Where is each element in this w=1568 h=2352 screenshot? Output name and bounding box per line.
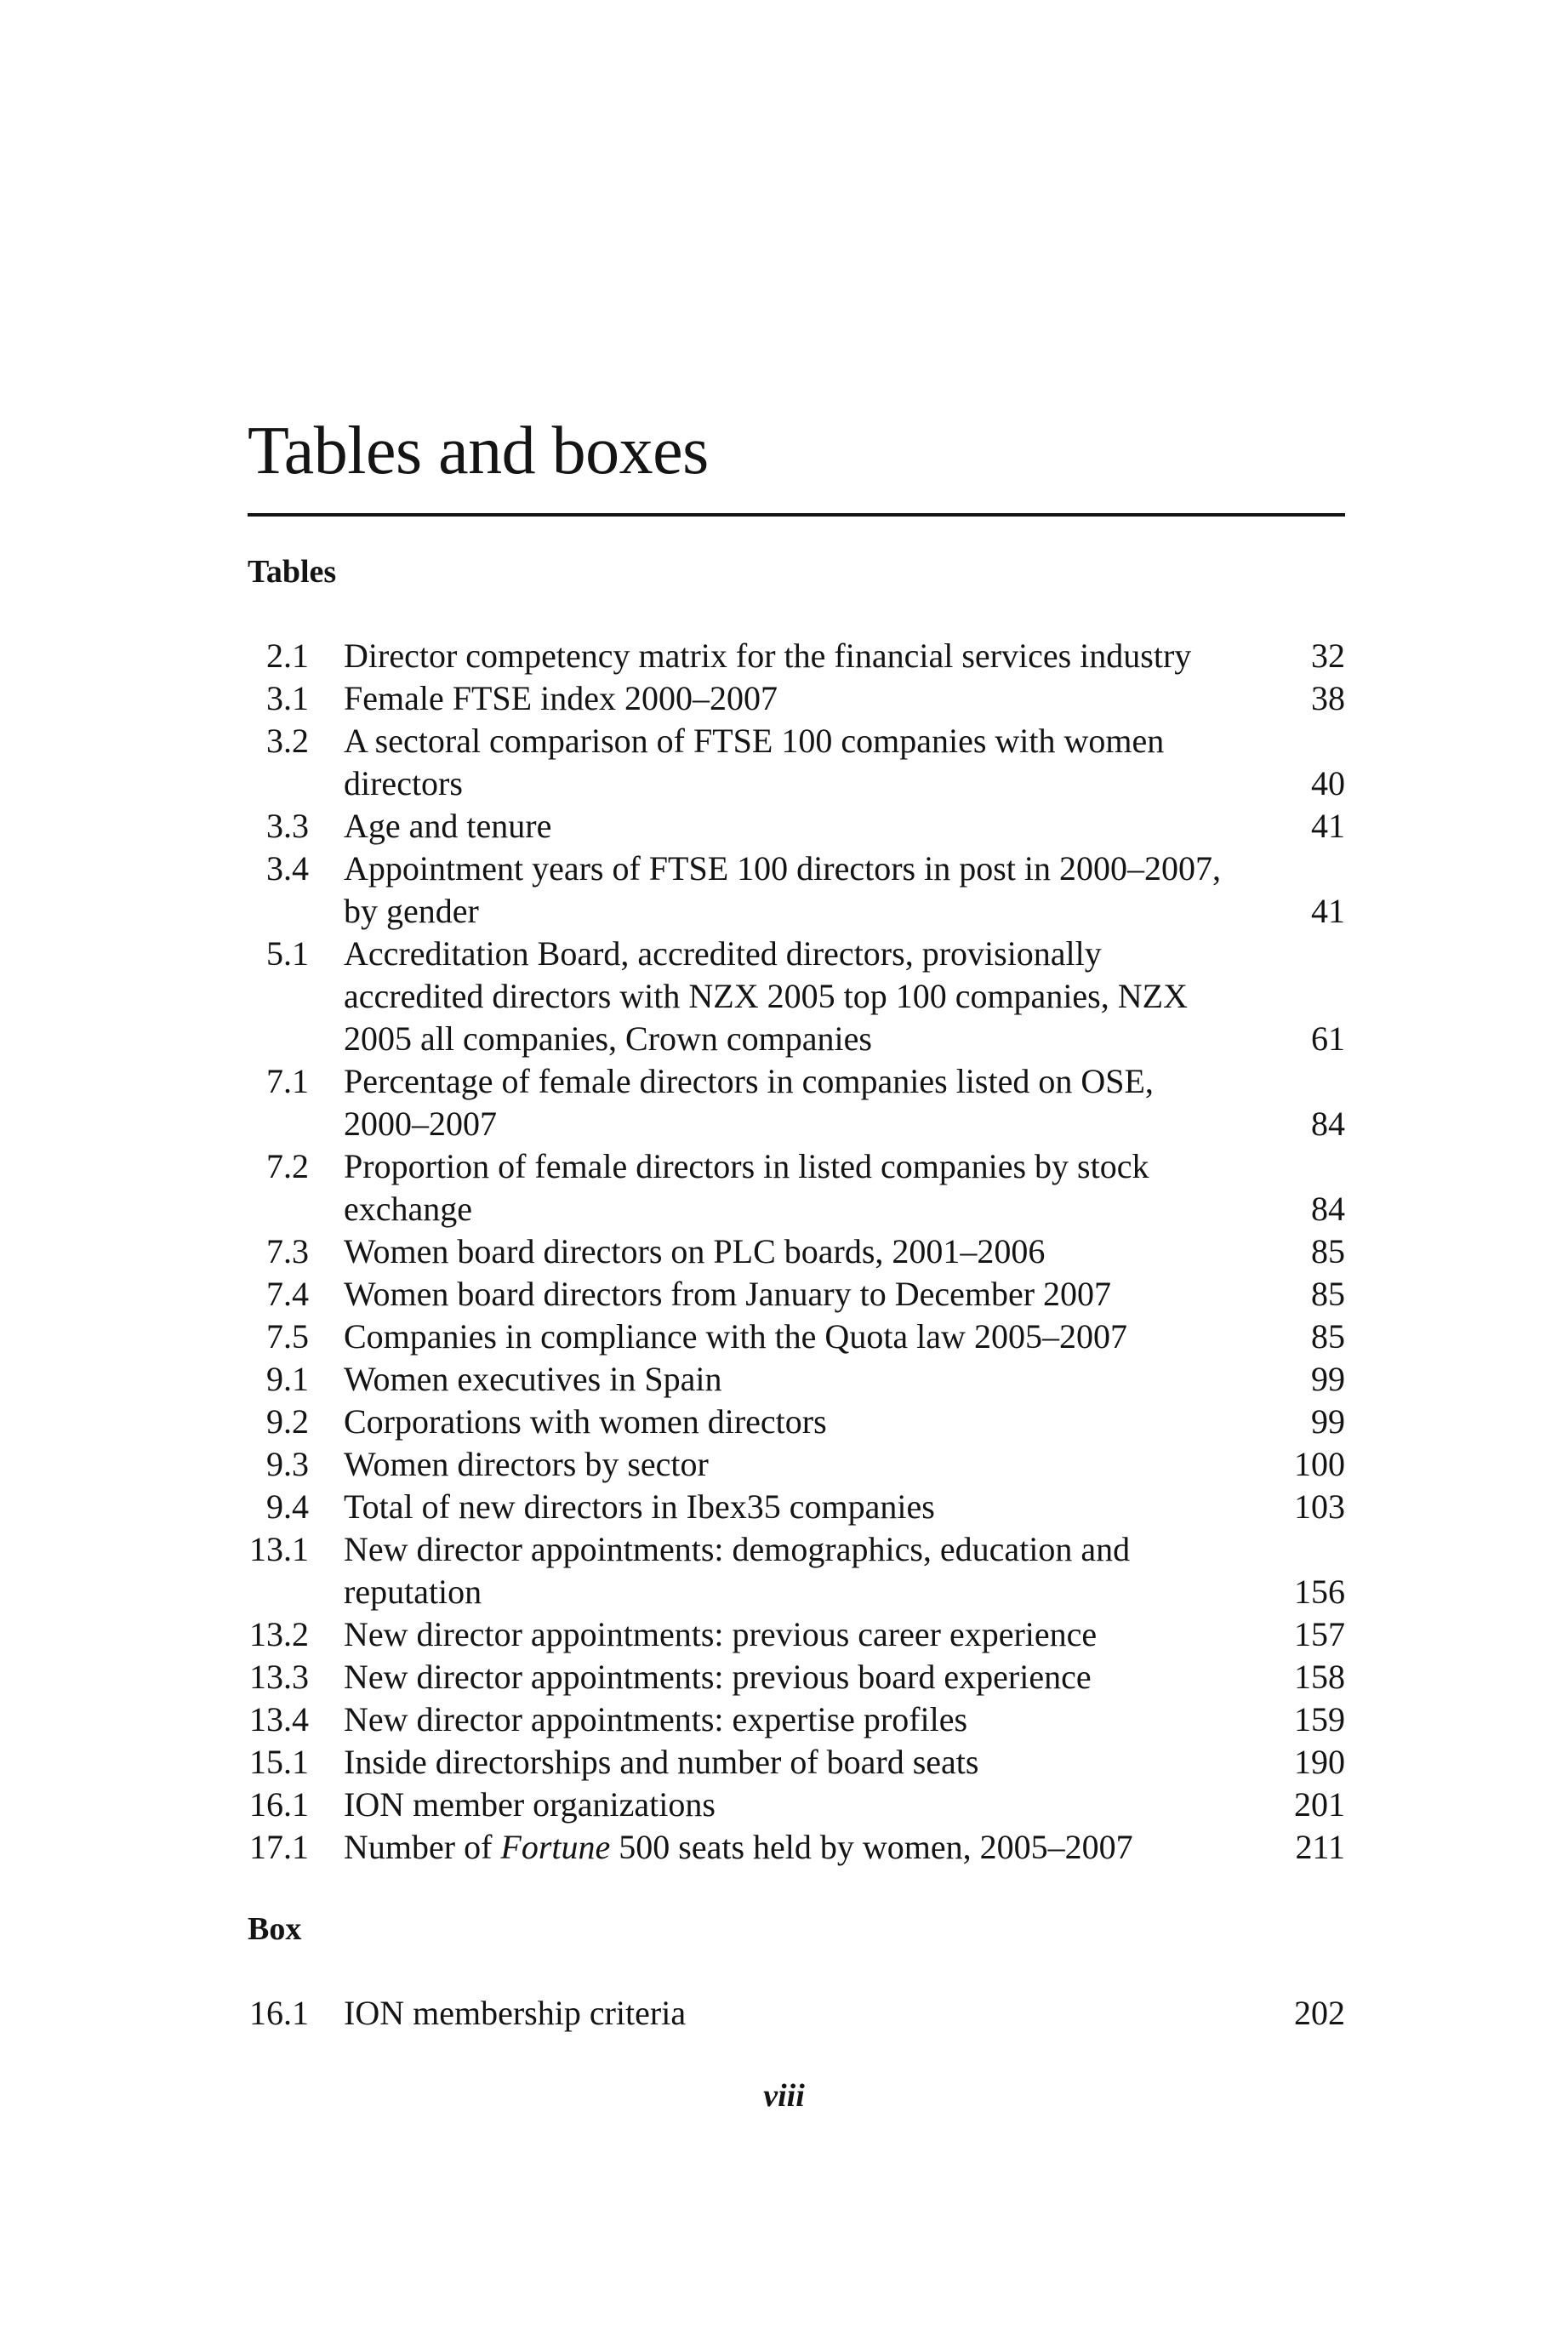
table-number: 3.4 [266,849,309,888]
page-number: 85 [1311,1232,1345,1270]
page-number: 159 [1294,1700,1345,1738]
table-title: Women board directors on PLC boards, 2001–2006 [344,1232,1046,1270]
toc-entry [248,1358,1345,1401]
toc-entry [248,720,1345,805]
table-title: Women executives in Spain [344,1360,722,1398]
toc-entry [248,1316,1345,1358]
table-title-part: Number of [344,1828,501,1866]
table-number: 16.1 [249,1785,309,1824]
table-title: Companies in compliance with the Quota law 2005–2007 [344,1317,1127,1356]
page-number: 157 [1294,1615,1345,1653]
table-number: 13.1 [249,1530,309,1568]
page-number: 202 [1294,1994,1345,2032]
page-number: 100 [1294,1445,1345,1483]
box-list [248,1992,1345,2035]
page-number: 190 [1294,1743,1345,1781]
table-number: 9.2 [266,1402,309,1441]
page-number: 211 [1295,1828,1345,1866]
page-number: 85 [1311,1275,1345,1313]
toc-entry [248,1401,1345,1443]
page-number: 201 [1294,1785,1345,1824]
table-number: 13.3 [249,1658,309,1696]
toc-entry [248,1528,1345,1613]
table-title: Age and tenure [344,807,552,845]
table-title: Women directors by sector [344,1445,709,1483]
table-number: 3.1 [266,679,309,717]
toc-entry [248,1656,1345,1698]
table-title: Proportion of female directors in listed companies by stock exchange [344,1147,1149,1228]
page-number: 84 [1311,1190,1345,1228]
toc-entry [248,805,1345,848]
table-number: 9.3 [266,1445,309,1483]
table-title: Inside directorships and number of board seats [344,1743,979,1781]
toc-entry [248,1443,1345,1486]
toc-entry [248,1273,1345,1316]
toc-entry [248,1698,1345,1741]
page-number: 61 [1311,1019,1345,1058]
tables-heading: Tables [248,554,337,590]
table-number: 15.1 [249,1743,309,1781]
table-number: 7.4 [266,1275,309,1313]
table-title [344,1826,1246,1869]
toc-entry [248,635,1345,677]
table-title: Corporations with women directors [344,1402,827,1441]
toc-entry [248,1826,1345,1869]
table-number: 5.1 [266,934,309,973]
table-number: 17.1 [249,1828,309,1866]
table-number: 13.2 [249,1615,309,1653]
table-number: 2.1 [266,637,309,675]
page-number: 84 [1311,1105,1345,1143]
box-heading: Box [248,1911,302,1947]
table-title: New director appointments: previous career experience [344,1615,1098,1653]
page-number: 41 [1311,807,1345,845]
toc-entry [248,1486,1345,1528]
toc-entry [248,933,1345,1060]
table-title: Appointment years of FTSE 100 directors in post in 2000–2007, by gender [344,849,1222,930]
page-number: 99 [1311,1402,1345,1441]
table-number: 9.4 [266,1487,309,1526]
page-number: 103 [1294,1487,1345,1526]
toc-entry [248,1230,1345,1273]
table-title: Accreditation Board, accredited directors, provisionally accredited directors with NZX 2005 top 100 companies, NZX 2005 all companies, Crown companies [344,934,1188,1058]
page-folio: viii [763,2078,805,2114]
table-number: 13.4 [249,1700,309,1738]
table-title: Women board directors from January to December 2007 [344,1275,1112,1313]
table-title: A sectoral comparison of FTSE 100 companies with women directors [344,722,1165,802]
table-number: 3.3 [266,807,309,845]
toc-entry [248,848,1345,933]
table-title: Director competency matrix for the financial services industry [344,637,1192,675]
page-number: 32 [1311,637,1345,675]
table-number: 7.3 [266,1232,309,1270]
italic-title-part: Fortune [500,1828,611,1866]
title-rule [248,513,1345,517]
box-number: 16.1 [249,1994,309,2032]
table-title: Total of new directors in Ibex35 companies [344,1487,935,1526]
table-number: 9.1 [266,1360,309,1398]
toc-entry [248,1145,1345,1230]
table-title: New director appointments: expertise profiles [344,1700,968,1738]
table-number: 3.2 [266,722,309,760]
table-title: Female FTSE index 2000–2007 [344,679,778,717]
toc-entry [248,1060,1345,1145]
page-number: 38 [1311,679,1345,717]
page-number: 41 [1311,892,1345,930]
table-title: ION member organizations [344,1785,716,1824]
page-number: 158 [1294,1658,1345,1696]
page-number: 40 [1311,764,1345,802]
table-title: New director appointments: previous board experience [344,1658,1092,1696]
box-title: ION membership criteria [344,1994,687,2032]
toc-entry [248,1784,1345,1826]
page-number: 99 [1311,1360,1345,1398]
table-title: New director appointments: demographics, education and reputation [344,1530,1131,1611]
tables-list [248,635,1345,1869]
table-number: 7.2 [266,1147,309,1185]
page-number: 156 [1294,1573,1345,1611]
table-number: 7.5 [266,1317,309,1356]
table-title-part: 500 seats held by women, 2005–2007 [610,1828,1133,1866]
page-number: 85 [1311,1317,1345,1356]
toc-entry [248,1992,1345,2035]
toc-entry [248,1613,1345,1656]
toc-entry [248,677,1345,720]
page-title: Tables and boxes [248,414,709,488]
toc-entry [248,1741,1345,1784]
table-number: 7.1 [266,1062,309,1100]
table-title: Percentage of female directors in companies listed on OSE, 2000–2007 [344,1062,1154,1143]
